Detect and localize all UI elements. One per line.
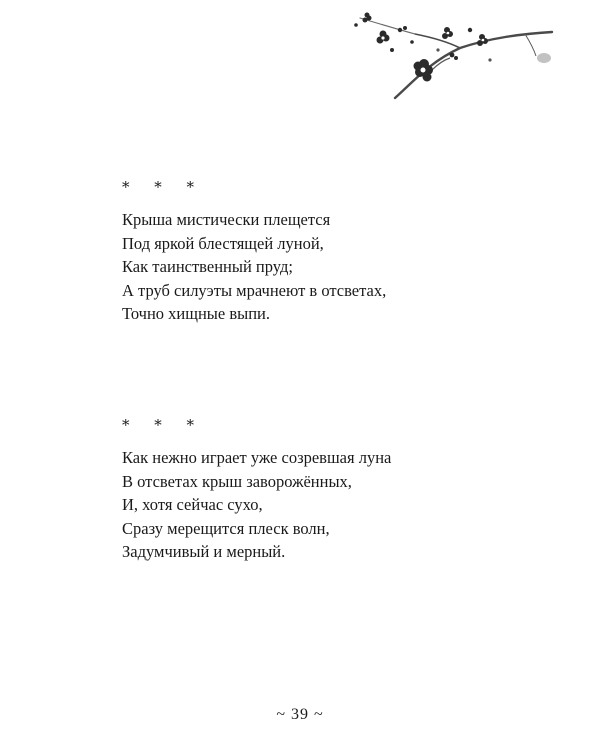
poem-line: А труб силуэты мрачнеют в отсветах, xyxy=(122,280,387,300)
cherry-blossom-branch-icon xyxy=(320,0,560,110)
stanza-2 xyxy=(122,416,391,564)
poem-line: Точно хищные выпи. xyxy=(122,304,270,323)
poem-line: Как нежно играет уже созревшая луна xyxy=(122,448,392,467)
poem-line: Крыша мистически плещется xyxy=(122,210,331,229)
poem-line: И, хотя сейчас сухо, xyxy=(122,495,263,514)
poem-line: В отсветах крыш заворожённых, xyxy=(122,471,352,491)
stanza-divider: * * * xyxy=(122,416,205,434)
poem-line: Как таинственный пруд; xyxy=(122,257,293,276)
page-number: ~ 39 ~ xyxy=(276,706,324,723)
poem-line: Сразу мерещится плеск волн, xyxy=(122,518,330,538)
poem-line: Под яркой блестящей луной, xyxy=(122,233,324,253)
poem-line: Задумчивый и мерный. xyxy=(122,542,286,561)
stanza-1 xyxy=(122,178,386,326)
stanza-divider: * * * xyxy=(122,178,205,196)
